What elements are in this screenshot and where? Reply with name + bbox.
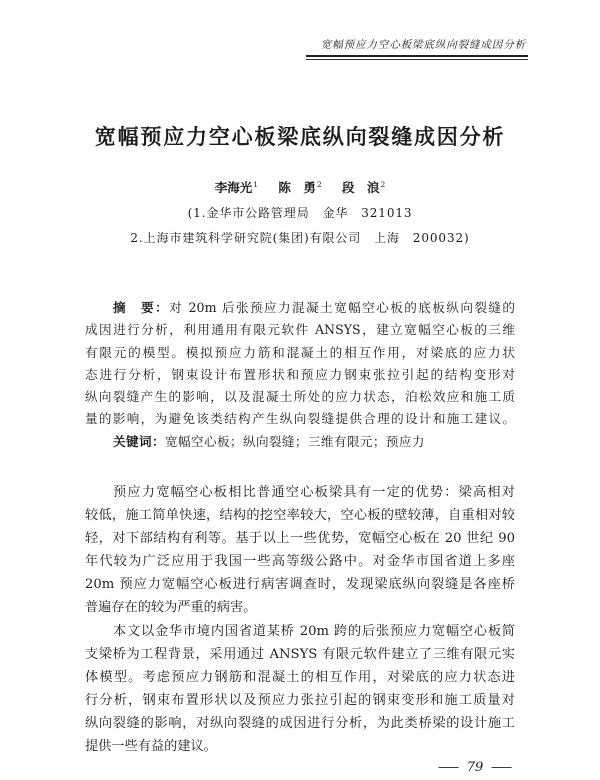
body-line: 预应力宽幅空心板相比普通空心板梁具有一定的优势：梁高相对	[113, 485, 515, 500]
abstract-line	[85, 297, 515, 319]
author	[215, 180, 258, 195]
header-rule-thin	[306, 59, 528, 60]
author-name: 陈 勇	[278, 180, 316, 195]
keywords	[85, 431, 515, 453]
body-line: 支梁桥为工程背景，采用通过 ANSYS 有限元软件建立了三维有限元实	[85, 646, 515, 662]
body-line: 体模型。考虑预应力钢筋和混凝土的相互作用，对梁底的应力状态进	[85, 669, 515, 685]
body-line: 行分析，钢束布置形状以及预应力张拉引起的钢束变形和施工质量对	[85, 692, 515, 708]
paper-title: 宽幅预应力空心板梁底纵向裂缝成因分析	[94, 125, 506, 149]
author-list	[0, 176, 600, 197]
author	[278, 180, 321, 195]
author	[342, 180, 385, 195]
body-line: 提供一些有益的建议。	[85, 739, 217, 755]
body-text	[85, 481, 515, 758]
abstract-text: 对 20m 后张预应力混凝土宽幅空心板的底板纵向裂缝的	[169, 300, 515, 315]
page-footer	[420, 759, 530, 777]
page-number: 79	[466, 760, 484, 775]
abstract-line: 纵向裂缝产生的影响，以及混凝土所处的应力状态，泊松效应和施工质	[85, 389, 515, 405]
abstract-line: 量的影响，为避免该类结构产生纵向裂缝提供合理的设计和施工建议。	[85, 411, 515, 427]
body-line: 20m 预应力宽幅空心板进行病害调查时，发现梁底纵向裂缝是各座桥	[85, 577, 515, 593]
keywords-label: 关键词：	[113, 433, 165, 449]
affiliations	[0, 201, 600, 251]
paragraph	[85, 620, 515, 759]
author-name: 李海光	[214, 180, 253, 195]
affiliation-line: (1.金华市公路管理局 金华 321013	[187, 206, 413, 220]
keywords-text: 宽幅空心板；纵向裂缝；三维有限元；预应力	[164, 433, 425, 449]
body-line: 普遍存在的较为严重的病害。	[85, 600, 257, 616]
abstract	[85, 297, 515, 453]
author-name: 段 浪	[342, 180, 380, 195]
abstract-line: 有限元的模型。模拟预应力筋和混凝土的相互作用，对梁底的应力状	[85, 344, 515, 360]
author-affiliation-mark: 2	[316, 180, 322, 189]
body-line: 轻，对下部结构有利等。基于以上一些优势，宽幅空心板在 20 世纪 90	[85, 531, 515, 547]
body-line: 纵向裂缝的影响，对纵向裂缝的成因进行分析，为此类桥梁的设计施工	[85, 715, 515, 731]
author-affiliation-mark: 1	[253, 180, 258, 189]
abstract-line: 态进行分析，钢束设计布置形状和预应力钢束张拉引起的结构变形对	[85, 366, 515, 382]
author-affiliation-mark: 2	[380, 180, 386, 189]
body-line: 年代较为广泛应用于我国一些高等级公路中。对金华市国省道上多座	[85, 554, 515, 570]
header-rule-thick	[306, 55, 528, 57]
abstract-label: 摘 要：	[113, 300, 170, 315]
body-line: 较低，施工简单快速，结构的挖空率较大，空心板的壁较薄，自重相对较	[85, 508, 515, 524]
footer-dash-left: —	[437, 760, 460, 775]
affiliation-line: 2.上海市建筑科学研究院(集团)有限公司 上海 200032)	[130, 231, 470, 245]
footer-dash-right: —	[490, 760, 513, 775]
body-line: 本文以金华市境内国省道某桥 20m 跨的后张预应力宽幅空心板简	[113, 623, 515, 639]
abstract-line: 成因进行分析，利用通用有限元软件 ANSYS，建立宽幅空心板的三维	[85, 322, 515, 338]
running-header: 宽幅预应力空心板梁底纵向裂缝成因分析	[320, 39, 526, 51]
paragraph	[85, 481, 515, 620]
